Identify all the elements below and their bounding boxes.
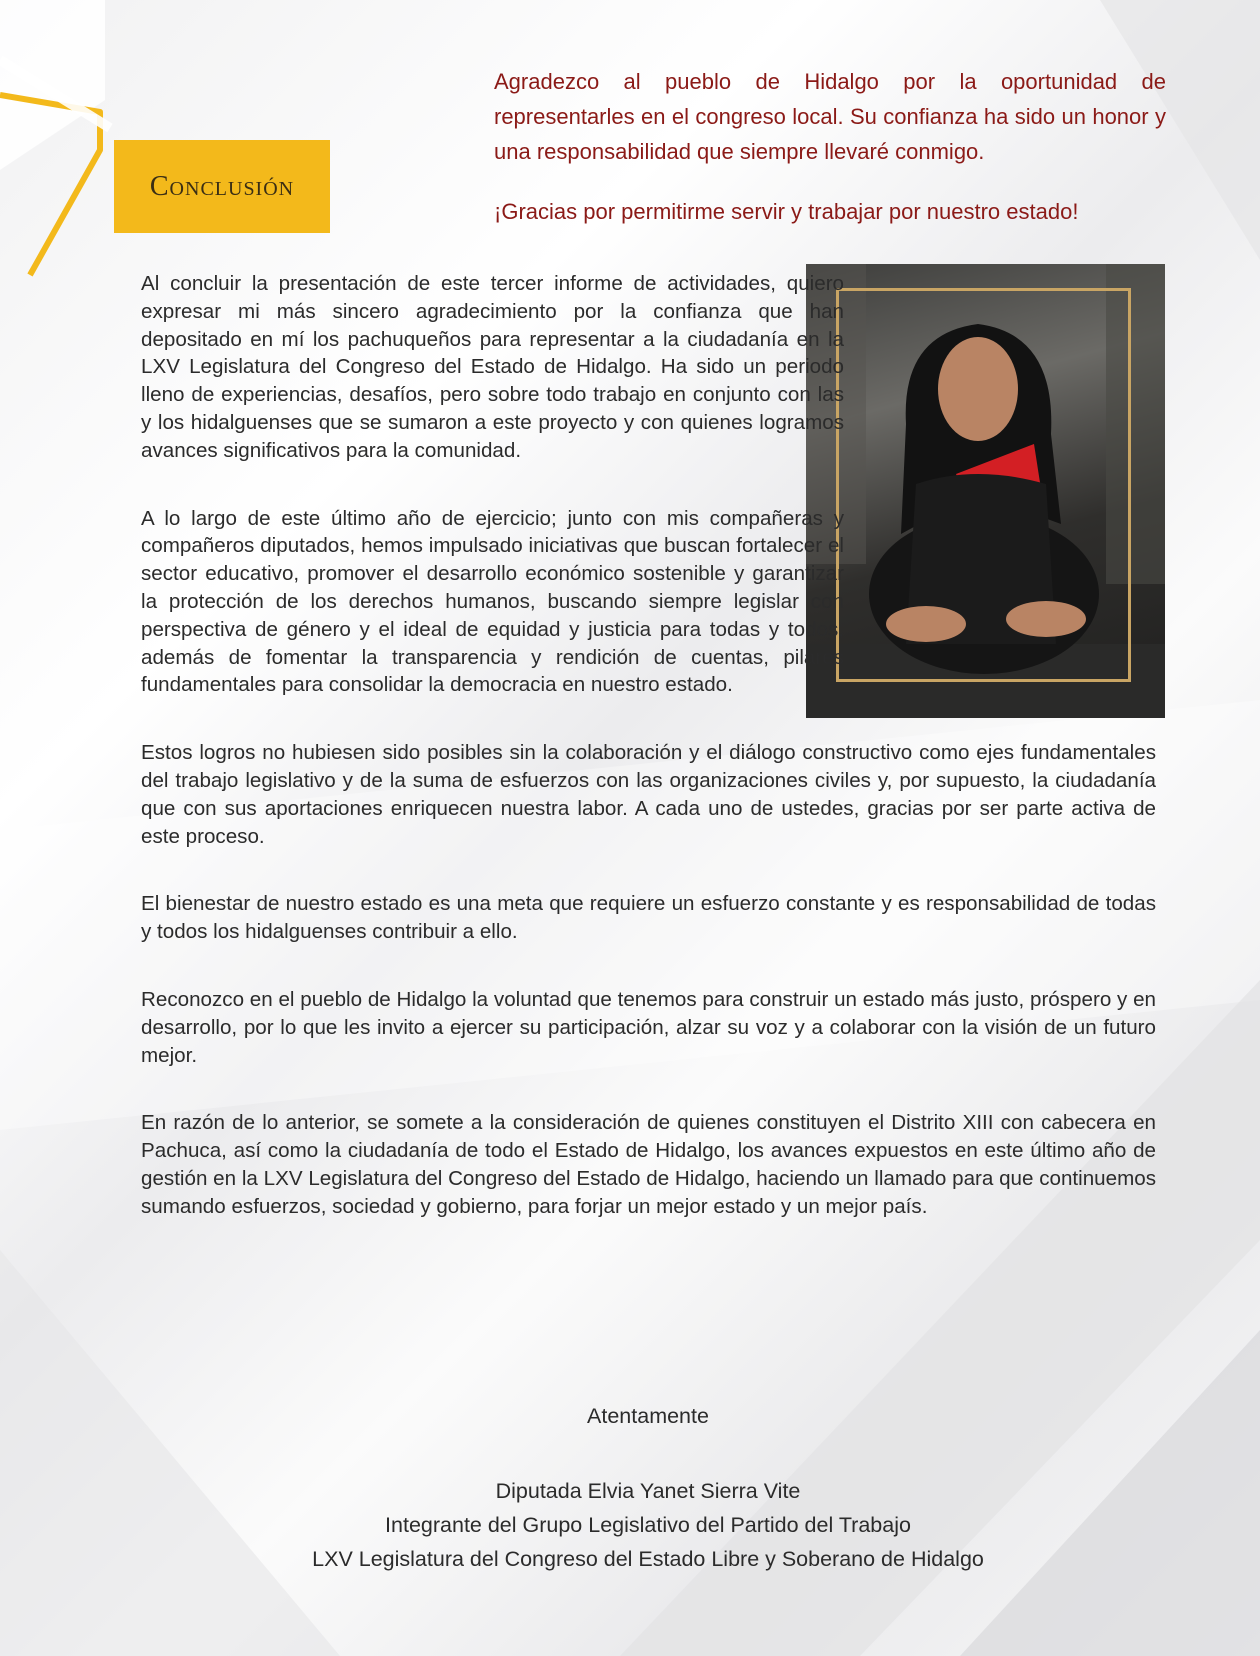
signature-role: Integrante del Grupo Legislativo del Partido del Trabajo	[385, 1513, 911, 1537]
body-paragraph: A lo largo de este último año de ejercicio; junto con mis compañeras y compañeros diputados, hemos impulsado iniciativas que buscan fortalecer el sector educativo, promover el desarrollo económico sostenible y garantizar la protección de los derechos humanos, buscando siempre legislar con perspectiva de género y el ideal de equidad y justicia para todas y todos, además de fomentar la transparencia y rendición de cuentas, pilares fundamentales para consolidar la democracia en nuestro estado.	[141, 506, 844, 697]
section-heading: Conclusión	[149, 170, 295, 202]
body-paragraph: Al concluir la presentación de este tercer informe de actividades, quiero expresar mi más sincero agradecimiento por la confianza que han depositado en mí los pachuqueños para representar a la ciudadanía en la LXV Legislatura del Congreso del Estado de Hidalgo. Ha sido un periodo lleno de experiencias, desafíos, pero sobre todo trabajo en conjunto con las y los hidalguenses que se sumaron a este proyecto y con quienes logramos avances significativos para la comunidad.	[141, 272, 844, 462]
intro-thanks: ¡Gracias por permitirme servir y trabajar por nuestro estado!	[494, 199, 1079, 224]
signature-closing: Atentamente	[587, 1404, 709, 1428]
signature-block	[130, 1404, 1166, 1576]
signature-name: Diputada Elvia Yanet Sierra Vite	[495, 1479, 801, 1503]
signature-legislature: LXV Legislatura del Congreso del Estado Libre y Soberano de Hidalgo	[312, 1547, 984, 1571]
intro-message	[494, 64, 1166, 229]
body-paragraph: El bienestar de nuestro estado es una meta que requiere un esfuerzo constante y es responsabilidad de todas y todos los hidalguenses contribuir a ello.	[141, 892, 1156, 944]
intro-text: Agradezco al pueblo de Hidalgo por la oportunidad de representarles en el congreso local. Su confianza ha sido un honor y una responsabilidad que siempre llevaré conmigo.	[494, 69, 1166, 164]
body-paragraph: Reconozco en el pueblo de Hidalgo la voluntad que tenemos para construir un estado más justo, próspero y en desarrollo, por lo que les invito a ejercer su participación, alzar su voz y a colaborar con la visión de un futuro mejor.	[141, 987, 1156, 1067]
body-paragraph: Estos logros no hubiesen sido posibles sin la colaboración y el diálogo constructivo como ejes fundamentales del trabajo legislativo y de la suma de esfuerzos con las organizaciones civiles y, por supuesto, la ciudadanía que con sus aportaciones enriquecen nuestra labor. A cada uno de ustedes, gracias por ser parte activa de este proceso.	[141, 741, 1156, 848]
conclusion-body	[141, 270, 1156, 1261]
section-heading-tab	[114, 140, 330, 233]
body-paragraph: En razón de lo anterior, se somete a la consideración de quienes constituyen el Distrito XIII con cabecera en Pachuca, así como la ciudadanía de todo el Estado de Hidalgo, los avances expuestos en este último año de gestión en la LXV Legislatura del Congreso del Estado de Hidalgo, haciendo un llamado para que continuemos sumando esfuerzos, sociedad y gobierno, para forjar un mejor estado y un mejor país.	[141, 1111, 1156, 1218]
